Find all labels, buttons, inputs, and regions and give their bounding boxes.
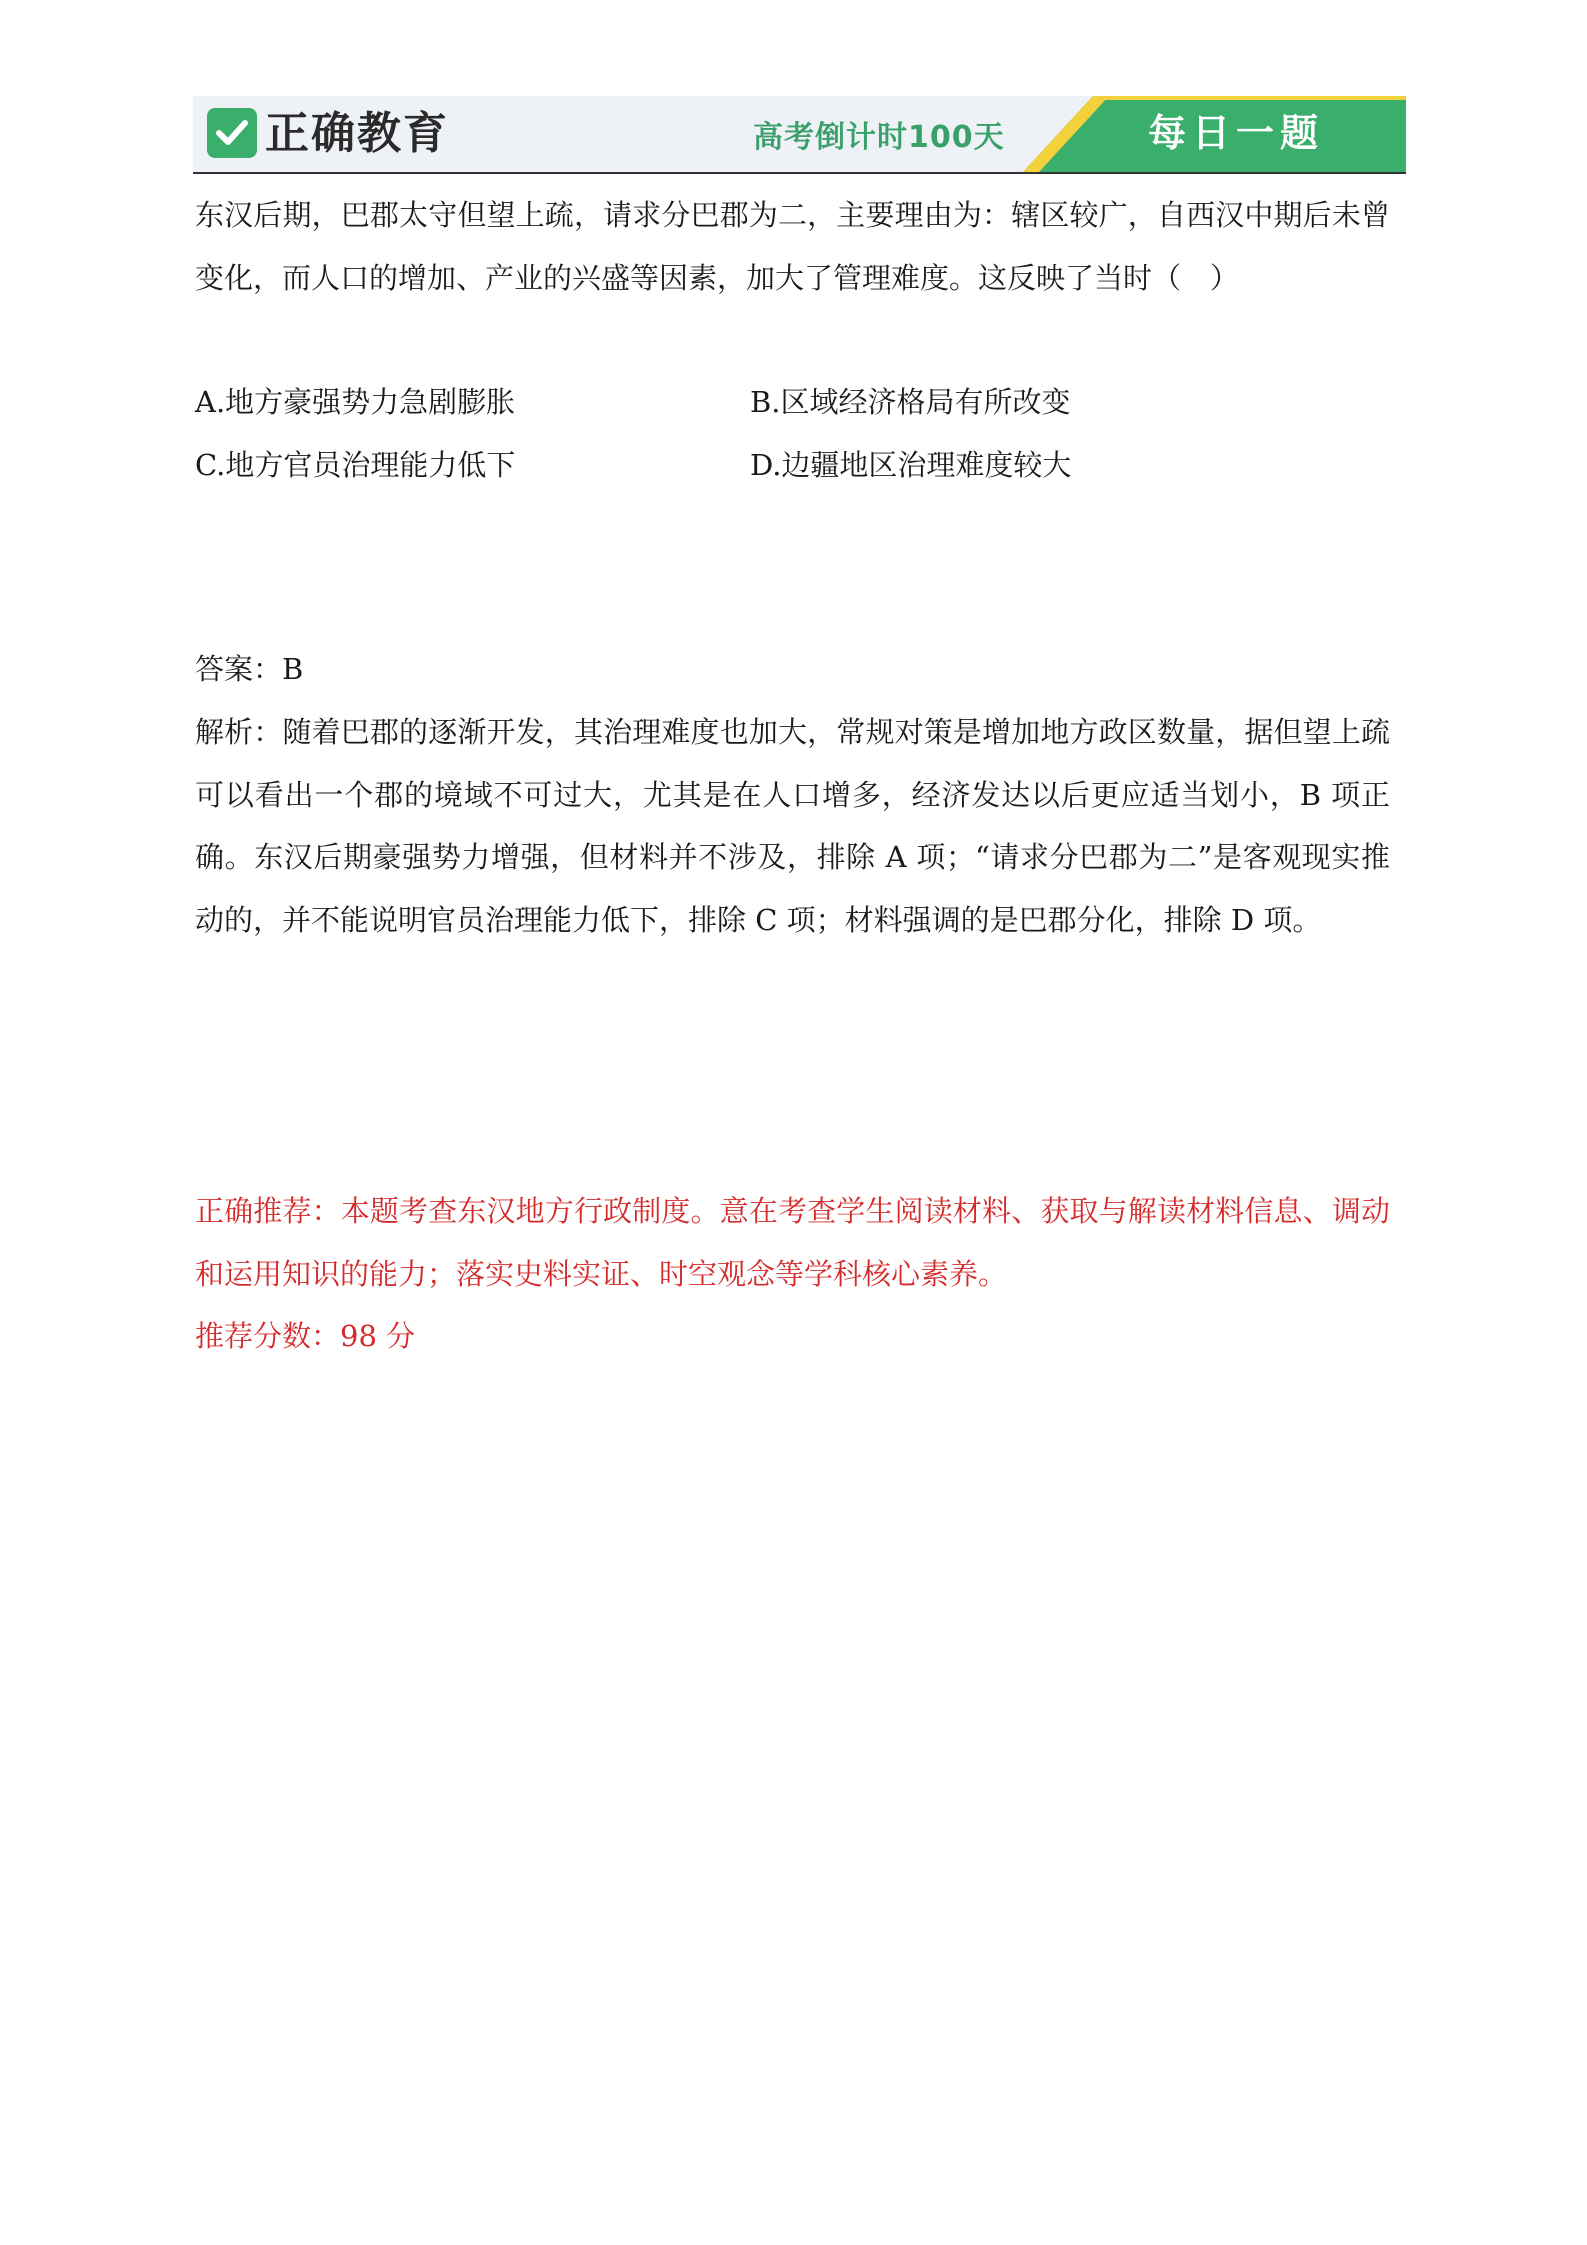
header-divider: [193, 172, 1406, 174]
checkmark-icon: [207, 108, 257, 158]
brand-name: 正确教育: [265, 108, 449, 159]
recommendation-text: 正确推荐：本题考查东汉地方行政制度。意在考查学生阅读材料、获取与解读材料信息、调动和运用知识的能力；落实史料实证、时空观念等学科核心素养。: [195, 1194, 1390, 1291]
option-b: B.区域经济格局有所改变: [750, 385, 1071, 419]
analysis-text: 解析：随着巴郡的逐渐开发，其治理难度也加大，常规对策是增加地方政区数量，据但望上疏可以看出一个郡的境域不可过大，尤其是在人口增多，经济发达以后更应适当划小，B 项正确。东汉后期豪强势力增强，但材料并不涉及，排除 A 项；“请求分巴郡为二”是客观现实推动的，并不能说明官员治理能力低下，排除 C 项；材料强调的是巴郡分化，排除 D 项。: [195, 715, 1390, 937]
daily-question-title: 每日一题: [1148, 111, 1325, 155]
options-row-2: [195, 434, 1390, 497]
option-a: A.地方豪强势力急剧膨胀: [195, 385, 516, 419]
answer-text: 答案：B: [195, 652, 304, 686]
header-banner: [193, 96, 1406, 172]
question-stem: 东汉后期，巴郡太守但望上疏，请求分巴郡为二，主要理由为：辖区较广，自西汉中期后未曾变化，而人口的增加、产业的兴盛等因素，加大了管理难度。这反映了当时（ ）: [195, 198, 1390, 295]
recommend-score: 推荐分数：98 分: [195, 1319, 416, 1353]
option-c: C.地方官员治理能力低下: [195, 447, 516, 482]
options-list: [195, 371, 1390, 496]
option-d: D.边疆地区治理难度较大: [750, 447, 1072, 482]
countdown-text: 高考倒计时100天: [753, 120, 1005, 155]
options-row-1: [195, 371, 1390, 434]
